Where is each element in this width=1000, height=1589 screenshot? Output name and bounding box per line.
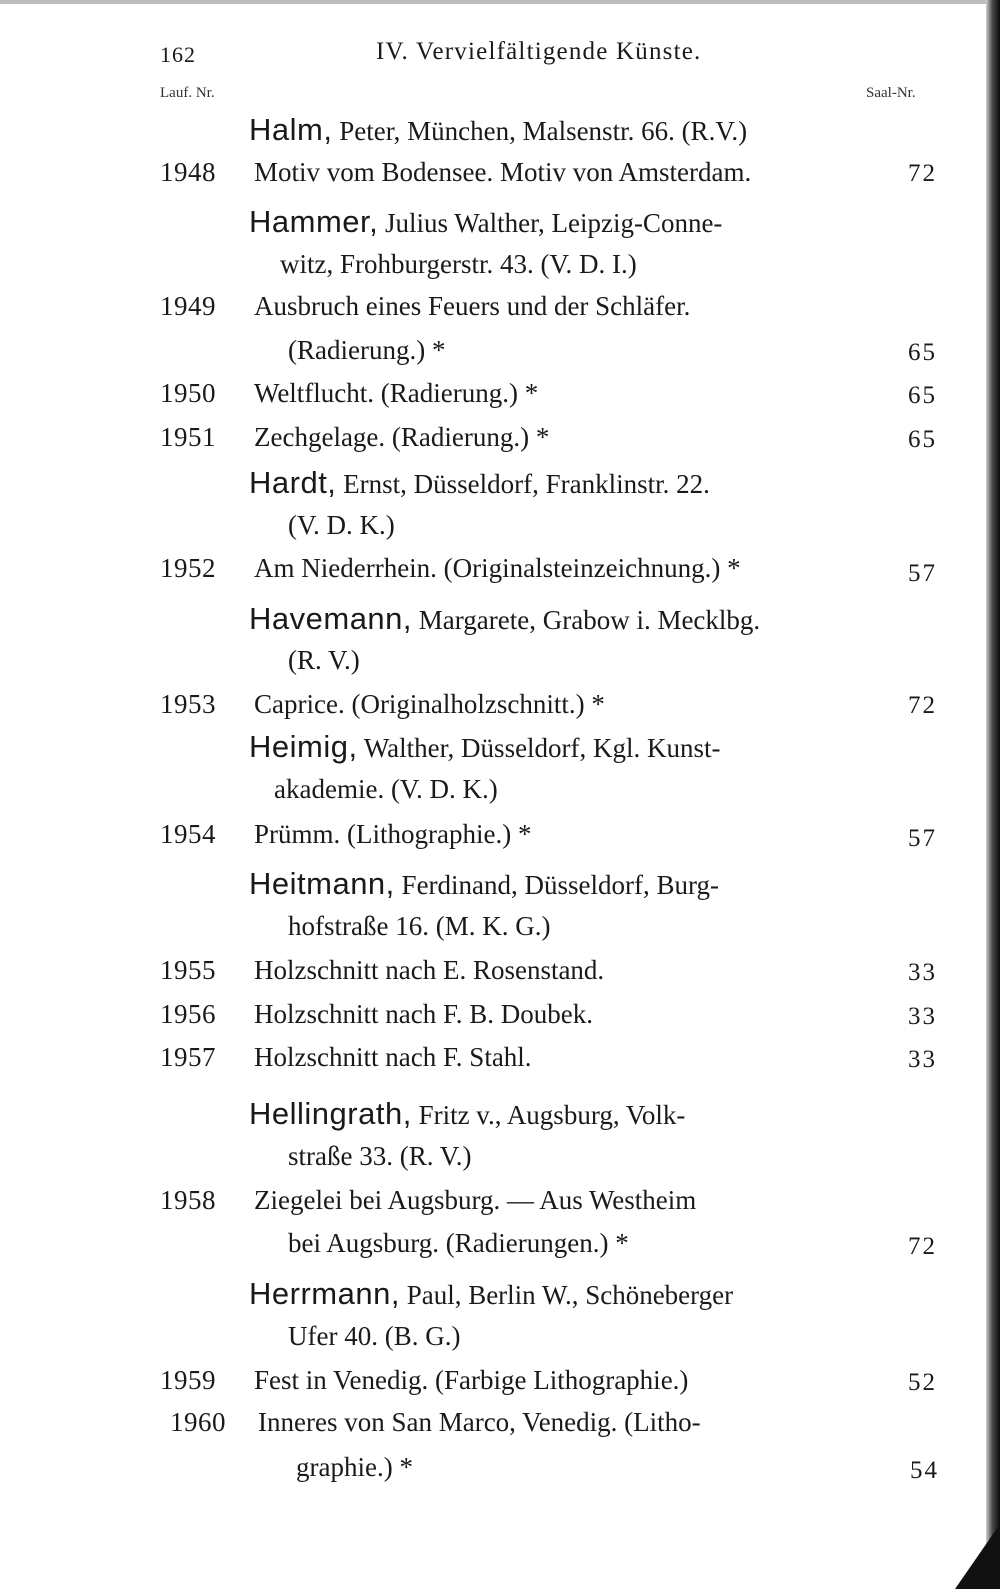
catalog-number: 1953 [160,689,216,719]
artist-details: Walther, Düsseldorf, Kgl. Kunst- [363,733,721,763]
work-title: Weltflucht. (Radierung.) * [254,378,539,408]
work-title: Prümm. (Lithographie.) * [254,819,532,849]
work-title: Zechgelage. (Radierung.) * [254,422,550,452]
room-number: 33 [908,1003,937,1030]
work-title: Inneres von San Marco, Venedig. (Litho- [258,1407,701,1437]
artist-details: Ferdinand, Düsseldorf, Burg- [401,870,720,900]
catalog-number: 1950 [160,378,216,408]
room-number: 33 [908,959,937,986]
room-number: 72 [908,1233,937,1260]
catalog-number: 1957 [160,1042,216,1072]
catalog-number: 1955 [160,955,216,985]
artist-details: Peter, München, Malsenstr. 66. (R.V.) [339,116,748,146]
catalog-number: 1951 [160,422,216,452]
artist-details-continued: witz, Frohburgerstr. 43. (V. D. I.) [280,249,637,279]
room-number: 72 [908,692,937,719]
artist-details: Margarete, Grabow i. Mecklbg. [418,605,761,635]
artist-heading [249,1276,733,1312]
room-number: 57 [908,825,937,852]
artist-heading [249,866,719,902]
page-number: 162 [160,42,196,67]
artist-name: Hardt, [249,465,337,500]
catalog-number: 1956 [160,999,216,1029]
artist-heading [249,601,760,637]
catalog-number: 1949 [160,291,216,321]
room-number: 65 [908,382,937,409]
work-title: Holzschnitt nach E. Rosenstand. [254,955,605,985]
artist-details-continued: hofstraße 16. (M. K. G.) [288,911,551,941]
work-title-continued: bei Augsburg. (Radierungen.) * [288,1228,629,1258]
catalog-number: 1960 [170,1407,226,1437]
work-title: Holzschnitt nach F. B. Doubek. [254,999,594,1029]
artist-heading [249,204,722,240]
artist-details-continued: straße 33. (R. V.) [288,1141,472,1171]
work-title: Holzschnitt nach F. Stahl. [254,1042,532,1072]
artist-name: Hammer, [249,204,379,239]
catalog-number: 1952 [160,553,216,583]
work-title: Caprice. (Originalholzschnitt.) * [254,689,605,719]
artist-heading [249,465,710,501]
catalog-number: 1954 [160,819,216,849]
artist-details: Julius Walther, Leipzig-Conne- [385,208,723,238]
artist-name: Herrmann, [249,1276,400,1311]
artist-name: Heimig, [249,729,358,764]
artist-details: Ernst, Düsseldorf, Franklinstr. 22. [343,469,710,499]
work-title: Ziegelei bei Augsburg. — Aus Westheim [254,1185,697,1215]
artist-details-continued: (V. D. K.) [288,510,395,540]
page-title: IV. Vervielfältigende Künste. [376,38,702,65]
artist-name: Hellingrath, [249,1096,412,1131]
artist-details: Paul, Berlin W., Schöneberger [406,1280,734,1310]
page-corner-fold [955,1524,1000,1589]
artist-heading [249,729,721,765]
work-title: Am Niederrhein. (Originalsteinzeichnung.) * [254,553,741,583]
work-title: Ausbruch eines Feuers und der Schläfer. [254,291,691,321]
artist-name: Halm, [249,112,333,147]
catalog-number: 1959 [160,1365,216,1395]
artist-details-continued: akademie. (V. D. K.) [274,774,498,804]
catalog-number: 1948 [160,157,216,187]
artist-name: Havemann, [249,601,413,636]
room-number: 54 [910,1457,939,1484]
artist-details-continued: Ufer 40. (B. G.) [288,1321,461,1351]
page-edge-top [0,0,1000,4]
artist-heading [249,1096,685,1132]
room-number: 57 [908,560,937,587]
work-title-continued: (Radierung.) * [288,335,446,365]
room-number: 52 [908,1369,937,1396]
column-header-saal-nr: Saal-Nr. [866,85,916,101]
work-title-continued: graphie.) * [296,1452,413,1482]
column-header-lauf-nr: Lauf. Nr. [160,85,215,101]
room-number: 65 [908,339,937,366]
catalog-number: 1958 [160,1185,216,1215]
room-number: 72 [908,160,937,187]
work-title: Motiv vom Bodensee. Motiv von Amsterdam. [254,157,752,187]
room-number: 33 [908,1046,937,1073]
work-title: Fest in Venedig. (Farbige Lithographie.) [254,1365,689,1395]
room-number: 65 [908,426,937,453]
artist-details: Fritz v., Augsburg, Volk- [418,1100,686,1130]
artist-details-continued: (R. V.) [288,645,360,675]
artist-name: Heitmann, [249,866,395,901]
page-edge-shadow [986,0,1000,1589]
artist-heading [249,112,747,148]
